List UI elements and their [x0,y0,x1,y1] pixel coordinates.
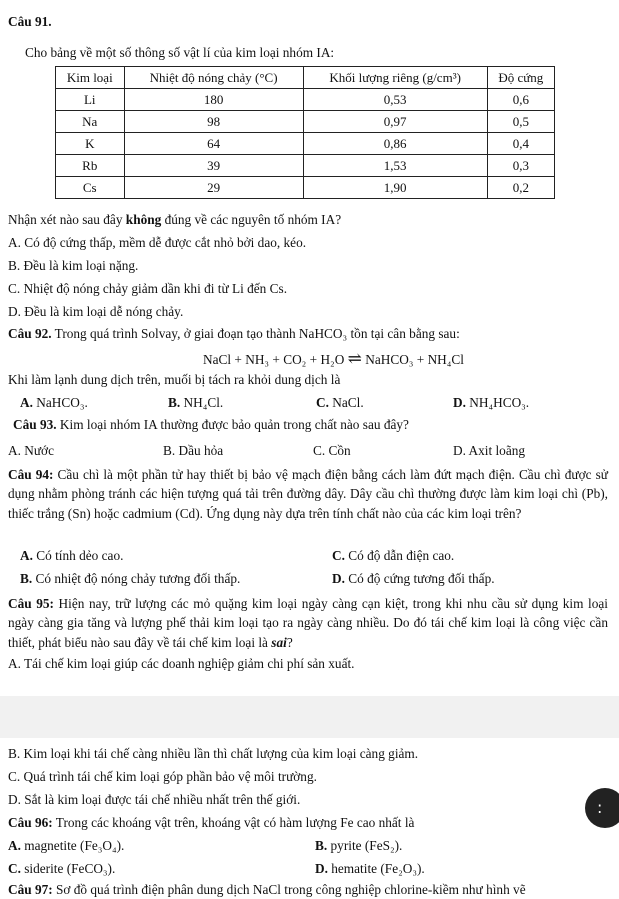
table-cell: 29 [124,177,303,199]
q96-option-b[interactable]: B. pyrite (FeS₂). [315,838,403,853]
q96-option-a[interactable]: A. magnetite (Fe₃O₄). [8,838,125,853]
q93-option-d[interactable]: D. Axit loãng [453,443,526,458]
table-row [56,133,555,155]
table-cell: 0,4 [487,133,554,155]
solvay-equation: NaCl + NH₃ + CO₂ + H₂O ⇌ NaHCO₃ + NH₄Cl [203,349,464,368]
q91-option-d[interactable]: D. Đều là kim loại dễ nóng chảy. [8,304,184,319]
question-91-prompt: Nhận xét nào sau đây không đúng về các nguyên tố nhóm IA? [8,212,342,227]
question-93-prompt: Câu 93. Kim loại nhóm IA thường được bảo quản trong chất nào sau đây? [13,417,409,432]
q95-option-b[interactable]: B. Kim loại khi tái chế càng nhiều lần thì chất lượng của kim loại càng giảm. [8,746,419,761]
q95-option-d[interactable]: D. Sắt là kim loại được tái chế nhiều nhất trên thế giới. [8,792,301,807]
table-cell: K [56,133,125,155]
table-row [56,89,555,111]
table-row [56,111,555,133]
q96-option-d[interactable]: D. hematite (Fe₂O₃). [315,861,425,876]
table-header-cell: Độ cứng [487,67,554,89]
table-cell: 0,53 [303,89,487,111]
table-cell: 0,2 [487,177,554,199]
more-icon: : [597,798,603,817]
table-cell: Cs [56,177,125,199]
table-cell: 1,90 [303,177,487,199]
question-94-prompt: Câu 94: Cầu chì là một phần tử hay thiết bị bảo vệ mạch điện bằng cách làm đứt mạch điện. Cầu chì được sử dụng nhằm phòng tránh các hiện tượng quá tải trên đường dây. Dây cầu chì thường được làm kim loại chì (Pb), thiếc trắng (Sn) hoặc cadmium (Cd). Ứng dụng này dựa trên tính chất nào của các kim loại trên? [8,467,608,521]
table-row [56,177,555,199]
q91-option-a[interactable]: A. Có độ cứng thấp, mềm dễ được cắt nhỏ bởi dao, kéo. [8,235,307,250]
q96-option-c[interactable]: C. siderite (FeCO₃). [8,861,116,876]
q93-option-b[interactable]: B. Dầu hỏa [163,443,224,458]
table-cell: 1,53 [303,155,487,177]
q91-option-b[interactable]: B. Đều là kim loại nặng. [8,258,139,273]
q92-option-d[interactable]: D. NH₄HCO₃. [453,395,530,410]
table-cell: 0,86 [303,133,487,155]
q92-option-a[interactable]: A. NaHCO₃. [20,395,88,410]
table-cell: 64 [124,133,303,155]
question-92-prompt: Câu 92. Trong quá trình Solvay, ở giai đoạn tạo thành NaHCO₃ tồn tại cân bằng sau: [8,326,460,341]
table-cell: 180 [124,89,303,111]
table-cell: Li [56,89,125,111]
table-cell: Rb [56,155,125,177]
question-96-prompt: Câu 96: Trong các khoáng vật trên, khoáng vật có hàm lượng Fe cao nhất là [8,815,415,830]
question-91-title: Câu 91. [8,14,52,29]
table-cell: 0,5 [487,111,554,133]
q94-option-b[interactable]: B. Có nhiệt độ nóng chảy tương đối thấp. [20,571,241,586]
table-header-cell: Nhiệt độ nóng chảy (°C) [124,67,303,89]
question-91-intro: Cho bảng về một số thông số vật lí của kim loại nhóm IA: [25,45,335,60]
metal-properties-table [55,66,555,199]
q92-option-b[interactable]: B. NH₄Cl. [168,395,224,410]
q94-option-a[interactable]: A. Có tính dẻo cao. [20,548,124,563]
q95-option-c[interactable]: C. Quá trình tái chế kim loại góp phần bảo vệ môi trường. [8,769,317,784]
table-cell: 0,97 [303,111,487,133]
page-gap [0,696,619,738]
table-cell: 0,6 [487,89,554,111]
question-97-prompt: Câu 97: Sơ đồ quá trình điện phân dung dịch NaCl trong công nghiệp chlorine-kiềm như hình vẽ [8,882,526,897]
q94-option-c[interactable]: C. Có độ dẫn điện cao. [332,548,455,563]
q95-option-a[interactable]: A. Tái chế kim loại giúp các doanh nghiệp giảm chi phí sản xuất. [8,656,355,671]
table-header-row [56,67,555,89]
table-row [56,155,555,177]
table-cell: 39 [124,155,303,177]
floating-menu-button[interactable] [585,788,619,828]
question-95-prompt: Câu 95: Hiện nay, trữ lượng các mỏ quặng kim loại ngày càng cạn kiệt, trong khi nhu cầu sử dụng kim loại ngày càng gia tăng và lượng phế thải kim loại tạo ra ngày càng nhiều. Do đó tái chế kim loại là công việc cần thiết, phát biểu nào sau đây về tái chế kim loại là sai? [8,596,608,650]
q94-option-d[interactable]: D. Có độ cứng tương đối thấp. [332,571,495,586]
table-cell: 98 [124,111,303,133]
table-cell: Na [56,111,125,133]
equilibrium-arrow-icon: ⇌ [347,349,362,368]
question-92-question: Khi làm lạnh dung dịch trên, muối bị tách ra khỏi dung dịch là [8,372,341,387]
q93-option-a[interactable]: A. Nước [8,443,54,458]
table-header-cell: Khối lượng riêng (g/cm³) [303,67,487,89]
table-cell: 0,3 [487,155,554,177]
q92-option-c[interactable]: C. NaCl. [316,395,364,410]
table-header-cell: Kim loại [56,67,125,89]
q93-option-c[interactable]: C. Cồn [313,443,351,458]
q91-option-c[interactable]: C. Nhiệt độ nóng chảy giảm dần khi đi từ Li đến Cs. [8,281,288,296]
